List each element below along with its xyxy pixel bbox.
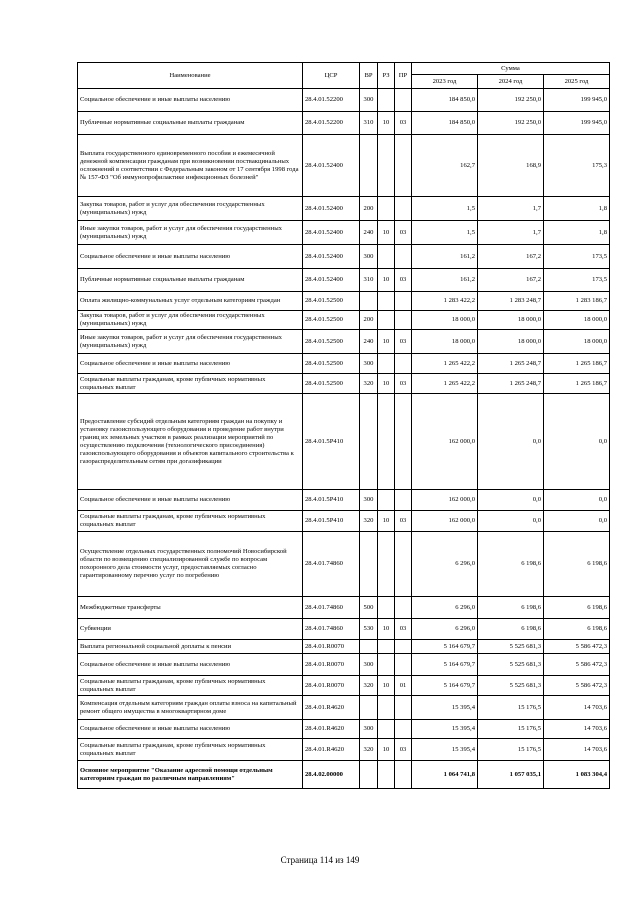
row-2025: 5 586 472,3 — [544, 654, 610, 676]
table-row — [78, 292, 610, 311]
row-vr — [360, 532, 378, 597]
table-row — [78, 354, 610, 374]
row-vr — [360, 292, 378, 311]
row-2024: 5 525 681,3 — [478, 654, 544, 676]
row-pr — [395, 135, 412, 197]
row-vr: 320 — [360, 374, 378, 394]
row-vr: 300 — [360, 654, 378, 676]
table-row — [78, 511, 610, 532]
row-pr — [395, 654, 412, 676]
row-rz — [378, 354, 395, 374]
row-csr: 28.4.01.R4620 — [303, 739, 360, 761]
row-2023: 5 164 679,7 — [412, 640, 478, 654]
row-2025: 6 198,6 — [544, 532, 610, 597]
row-2025: 1 265 186,7 — [544, 374, 610, 394]
row-2023: 1 283 422,2 — [412, 292, 478, 311]
row-csr: 28.4.01.52500 — [303, 330, 360, 354]
row-2025: 175,3 — [544, 135, 610, 197]
col-header-2023: 2023 год — [412, 75, 478, 89]
row-2025: 1 283 186,7 — [544, 292, 610, 311]
row-csr: 28.4.01.52200 — [303, 89, 360, 112]
row-pr: 03 — [395, 511, 412, 532]
table-row — [78, 720, 610, 739]
row-2023: 18 000,0 — [412, 330, 478, 354]
row-rz: 10 — [378, 330, 395, 354]
row-csr: 28.4.01.5Р410 — [303, 511, 360, 532]
row-rz — [378, 696, 395, 720]
row-2023: 161,2 — [412, 245, 478, 269]
row-2024: 15 176,5 — [478, 696, 544, 720]
row-csr: 28.4.01.R4620 — [303, 696, 360, 720]
col-header-2025: 2025 год — [544, 75, 610, 89]
row-rz — [378, 89, 395, 112]
row-2024: 1 265 248,7 — [478, 374, 544, 394]
row-rz: 10 — [378, 269, 395, 292]
table-row — [78, 619, 610, 640]
row-2023: 1,5 — [412, 221, 478, 245]
row-csr: 28.4.01.5Р410 — [303, 394, 360, 490]
row-csr: 28.4.01.52400 — [303, 269, 360, 292]
row-name: Закупка товаров, работ и услуг для обеспечения государственных (муниципальных) нужд — [78, 197, 303, 221]
table-body — [78, 89, 610, 789]
row-name: Компенсация отдельным категориям граждан оплаты взноса на капитальный ремонт общего имущества в многоквартирном доме — [78, 696, 303, 720]
table-row — [78, 221, 610, 245]
row-rz — [378, 597, 395, 619]
budget-table — [77, 62, 610, 789]
row-name: Социальное обеспечение и иные выплаты населению — [78, 654, 303, 676]
row-2024: 0,0 — [478, 511, 544, 532]
row-2024: 6 198,6 — [478, 597, 544, 619]
row-pr: 03 — [395, 374, 412, 394]
row-2023: 18 000,0 — [412, 311, 478, 330]
row-name: Основное мероприятие "Оказание адресной помощи отдельным категориям граждан по различным направлениям" — [78, 761, 303, 789]
row-2024: 192 250,0 — [478, 112, 544, 135]
row-csr: 28.4.01.5Р410 — [303, 490, 360, 511]
row-2025: 173,5 — [544, 245, 610, 269]
row-name: Выплата региональной социальной доплаты к пенсии — [78, 640, 303, 654]
row-2025: 1 265 186,7 — [544, 354, 610, 374]
row-name: Субвенции — [78, 619, 303, 640]
row-name: Социальное обеспечение и иные выплаты населению — [78, 245, 303, 269]
row-rz — [378, 490, 395, 511]
row-pr: 03 — [395, 330, 412, 354]
row-vr: 200 — [360, 311, 378, 330]
row-2025: 0,0 — [544, 490, 610, 511]
row-rz — [378, 311, 395, 330]
col-header-rz: РЗ — [378, 63, 395, 89]
row-vr — [360, 640, 378, 654]
row-pr: 01 — [395, 676, 412, 696]
row-2023: 184 850,0 — [412, 89, 478, 112]
row-vr: 310 — [360, 269, 378, 292]
row-2025: 18 000,0 — [544, 311, 610, 330]
row-2024: 5 525 681,3 — [478, 640, 544, 654]
row-2025: 6 198,6 — [544, 619, 610, 640]
row-2024: 0,0 — [478, 490, 544, 511]
row-name: Социальные выплаты гражданам, кроме публичных нормативных социальных выплат — [78, 511, 303, 532]
row-2025: 5 586 472,3 — [544, 676, 610, 696]
row-rz: 10 — [378, 112, 395, 135]
row-rz: 10 — [378, 676, 395, 696]
row-name: Публичные нормативные социальные выплаты гражданам — [78, 112, 303, 135]
col-header-name: Наименование — [78, 63, 303, 89]
row-2023: 6 296,0 — [412, 619, 478, 640]
row-name: Иные закупки товаров, работ и услуг для обеспечения государственных (муниципальных) нужд — [78, 330, 303, 354]
table-row — [78, 112, 610, 135]
table-row — [78, 394, 610, 490]
row-vr: 200 — [360, 197, 378, 221]
row-name: Иные закупки товаров, работ и услуг для обеспечения государственных (муниципальных) нужд — [78, 221, 303, 245]
table-row — [78, 269, 610, 292]
row-2023: 162 000,0 — [412, 394, 478, 490]
table-row — [78, 739, 610, 761]
row-2024: 18 000,0 — [478, 330, 544, 354]
row-name: Публичные нормативные социальные выплаты гражданам — [78, 269, 303, 292]
row-2024: 1,7 — [478, 197, 544, 221]
row-2024: 168,9 — [478, 135, 544, 197]
row-rz: 10 — [378, 374, 395, 394]
row-2024: 1 265 248,7 — [478, 354, 544, 374]
row-pr — [395, 640, 412, 654]
table-row — [78, 135, 610, 197]
row-2024: 0,0 — [478, 394, 544, 490]
row-vr: 310 — [360, 112, 378, 135]
row-2023: 5 164 679,7 — [412, 676, 478, 696]
row-pr — [395, 696, 412, 720]
row-2023: 1 064 741,8 — [412, 761, 478, 789]
table-row — [78, 330, 610, 354]
row-2023: 5 164 679,7 — [412, 654, 478, 676]
row-2025: 14 703,6 — [544, 739, 610, 761]
row-name: Оплата жилищно-коммунальных услуг отдельным категориям граждан — [78, 292, 303, 311]
row-pr — [395, 720, 412, 739]
row-rz — [378, 394, 395, 490]
row-vr: 300 — [360, 490, 378, 511]
row-2025: 1,8 — [544, 197, 610, 221]
row-csr: 28.4.01.74860 — [303, 532, 360, 597]
row-name: Социальное обеспечение и иные выплаты населению — [78, 720, 303, 739]
table-row — [78, 311, 610, 330]
row-vr: 300 — [360, 89, 378, 112]
row-2024: 1,7 — [478, 221, 544, 245]
row-name: Осуществление отдельных государственных полномочий Новосибирской области по возмещению специализированной службе по вопросам похоронного дела стоимости услуг, предоставляемых согласно гарантированному перечню услуг по погребению — [78, 532, 303, 597]
row-2024: 15 176,5 — [478, 720, 544, 739]
row-csr: 28.4.01.74860 — [303, 619, 360, 640]
row-rz: 10 — [378, 221, 395, 245]
row-pr — [395, 311, 412, 330]
row-2024: 18 000,0 — [478, 311, 544, 330]
row-name: Межбюджетные трансферты — [78, 597, 303, 619]
row-2025: 1 083 304,4 — [544, 761, 610, 789]
row-pr — [395, 197, 412, 221]
row-2025: 18 000,0 — [544, 330, 610, 354]
row-csr: 28.4.02.00000 — [303, 761, 360, 789]
row-rz — [378, 135, 395, 197]
row-csr: 28.4.01.52500 — [303, 311, 360, 330]
row-vr: 320 — [360, 739, 378, 761]
row-2025: 199 945,0 — [544, 112, 610, 135]
row-rz — [378, 654, 395, 676]
row-2024: 192 250,0 — [478, 89, 544, 112]
row-2023: 15 395,4 — [412, 696, 478, 720]
row-2023: 6 296,0 — [412, 597, 478, 619]
row-rz — [378, 197, 395, 221]
row-2025: 0,0 — [544, 394, 610, 490]
row-name: Социальное обеспечение и иные выплаты населению — [78, 354, 303, 374]
row-2024: 167,2 — [478, 269, 544, 292]
table-row — [78, 245, 610, 269]
row-vr: 530 — [360, 619, 378, 640]
row-pr — [395, 532, 412, 597]
table-row — [78, 490, 610, 511]
row-pr — [395, 354, 412, 374]
row-2023: 15 395,4 — [412, 720, 478, 739]
row-name: Выплата государственного единовременного пособия и ежемесячной денежной компенсации гражданам при возникновении поствакцинальных осложнений в соответствии с Федеральным законом от 17 сентября 1998 года № 157-ФЗ "Об иммунопрофилактике инфекционных болезней" — [78, 135, 303, 197]
row-csr: 28.4.01.R0070 — [303, 654, 360, 676]
row-2025: 14 703,6 — [544, 720, 610, 739]
row-vr: 320 — [360, 676, 378, 696]
row-rz — [378, 640, 395, 654]
table-row — [78, 696, 610, 720]
row-2024: 1 057 035,1 — [478, 761, 544, 789]
row-csr: 28.4.01.52400 — [303, 197, 360, 221]
row-name: Социальные выплаты гражданам, кроме публичных нормативных социальных выплат — [78, 676, 303, 696]
row-csr: 28.4.01.52200 — [303, 112, 360, 135]
row-2025: 1,8 — [544, 221, 610, 245]
row-2023: 162 000,0 — [412, 511, 478, 532]
row-pr — [395, 89, 412, 112]
row-pr — [395, 761, 412, 789]
row-name: Социальное обеспечение и иные выплаты населению — [78, 89, 303, 112]
row-pr: 03 — [395, 269, 412, 292]
row-csr: 28.4.01.52500 — [303, 374, 360, 394]
table-row — [78, 761, 610, 789]
row-pr: 03 — [395, 112, 412, 135]
col-header-pr: ПР — [395, 63, 412, 89]
row-name: Закупка товаров, работ и услуг для обеспечения государственных (муниципальных) нужд — [78, 311, 303, 330]
row-2023: 161,2 — [412, 269, 478, 292]
row-name: Социальное обеспечение и иные выплаты населению — [78, 490, 303, 511]
row-vr — [360, 761, 378, 789]
row-pr — [395, 597, 412, 619]
row-2023: 162,7 — [412, 135, 478, 197]
row-csr: 28.4.01.52400 — [303, 135, 360, 197]
row-vr: 300 — [360, 354, 378, 374]
col-header-csr: ЦСР — [303, 63, 360, 89]
row-vr — [360, 696, 378, 720]
row-vr: 320 — [360, 511, 378, 532]
table-row — [78, 640, 610, 654]
col-header-vr: ВР — [360, 63, 378, 89]
row-2024: 6 198,6 — [478, 532, 544, 597]
row-rz — [378, 761, 395, 789]
row-vr: 240 — [360, 330, 378, 354]
row-csr: 28.4.01.52400 — [303, 221, 360, 245]
row-pr: 03 — [395, 619, 412, 640]
row-vr — [360, 135, 378, 197]
row-rz: 10 — [378, 511, 395, 532]
row-rz — [378, 720, 395, 739]
row-vr: 300 — [360, 720, 378, 739]
row-pr: 03 — [395, 221, 412, 245]
row-2024: 6 198,6 — [478, 619, 544, 640]
row-vr: 500 — [360, 597, 378, 619]
row-2024: 167,2 — [478, 245, 544, 269]
row-2023: 6 296,0 — [412, 532, 478, 597]
col-header-2024: 2024 год — [478, 75, 544, 89]
row-2024: 1 283 248,7 — [478, 292, 544, 311]
table-row — [78, 374, 610, 394]
row-name: Предоставление субсидий отдельным категориям граждан на покупку и установку газоиспользующего оборудования и проведение работ внутри границ их земельных участков в рамках реализации мероприятий по осуществлению подключения (технологического присоединения) газоиспользующего оборудования и объектов капитального строительства к газораспределительным сетям при догазификации — [78, 394, 303, 490]
row-pr — [395, 292, 412, 311]
table-row — [78, 197, 610, 221]
page-number: Страница 114 из 149 — [280, 855, 360, 865]
row-rz — [378, 245, 395, 269]
row-pr — [395, 490, 412, 511]
table-row — [78, 676, 610, 696]
row-2025: 14 703,6 — [544, 696, 610, 720]
row-csr: 28.4.01.R0070 — [303, 640, 360, 654]
table-row — [78, 532, 610, 597]
row-csr: 28.4.01.52400 — [303, 245, 360, 269]
row-2023: 15 395,4 — [412, 739, 478, 761]
row-2025: 173,5 — [544, 269, 610, 292]
row-2025: 5 586 472,3 — [544, 640, 610, 654]
row-pr: 03 — [395, 739, 412, 761]
row-csr: 28.4.01.52500 — [303, 292, 360, 311]
row-vr: 300 — [360, 245, 378, 269]
row-2023: 1 265 422,2 — [412, 374, 478, 394]
row-csr: 28.4.01.74860 — [303, 597, 360, 619]
table-row — [78, 597, 610, 619]
col-header-sum: Сумма — [412, 63, 610, 75]
row-2023: 1,5 — [412, 197, 478, 221]
row-rz: 10 — [378, 619, 395, 640]
row-vr: 240 — [360, 221, 378, 245]
row-2023: 1 265 422,2 — [412, 354, 478, 374]
table-row — [78, 654, 610, 676]
table-row — [78, 89, 610, 112]
row-2024: 5 525 681,3 — [478, 676, 544, 696]
row-pr — [395, 245, 412, 269]
row-2023: 184 850,0 — [412, 112, 478, 135]
row-rz — [378, 532, 395, 597]
row-pr — [395, 394, 412, 490]
row-vr — [360, 394, 378, 490]
row-rz: 10 — [378, 739, 395, 761]
row-2025: 0,0 — [544, 511, 610, 532]
row-csr: 28.4.01.R4620 — [303, 720, 360, 739]
row-2024: 15 176,5 — [478, 739, 544, 761]
row-2023: 162 000,0 — [412, 490, 478, 511]
row-2025: 199 945,0 — [544, 89, 610, 112]
row-csr: 28.4.01.52500 — [303, 354, 360, 374]
row-name: Социальные выплаты гражданам, кроме публичных нормативных социальных выплат — [78, 374, 303, 394]
row-name: Социальные выплаты гражданам, кроме публичных нормативных социальных выплат — [78, 739, 303, 761]
row-csr: 28.4.01.R0070 — [303, 676, 360, 696]
row-rz — [378, 292, 395, 311]
row-2025: 6 198,6 — [544, 597, 610, 619]
